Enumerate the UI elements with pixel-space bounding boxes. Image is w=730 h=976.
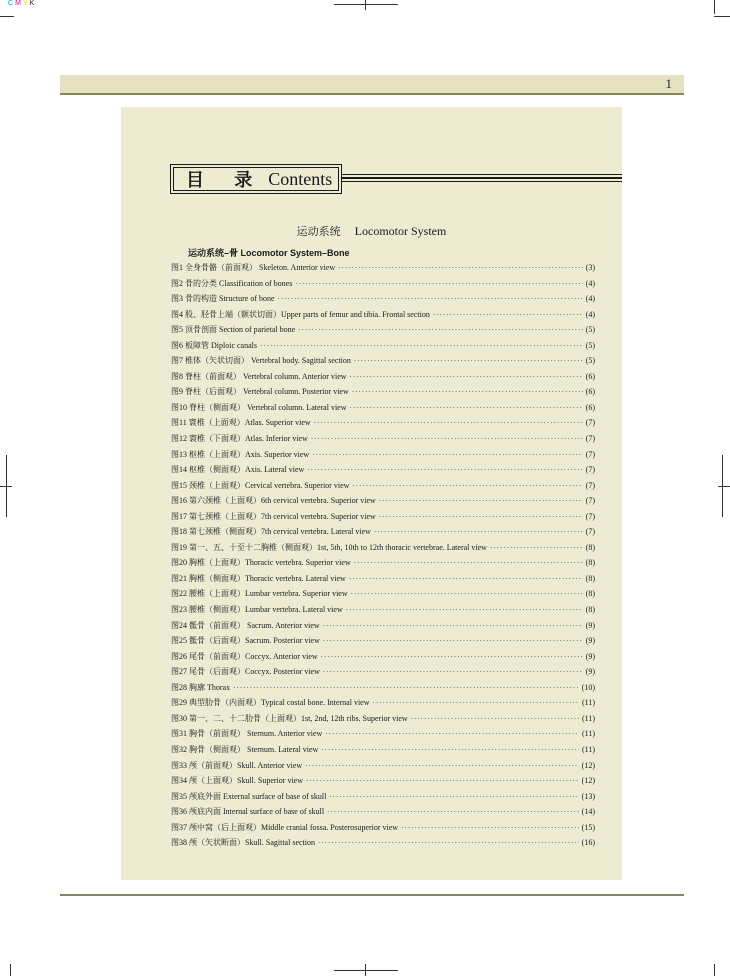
crop-mark-bottom-left [10,964,11,976]
toc-entry-label: 图11 寰椎（上面观）Atlas. Superior view [171,418,311,428]
toc-entry[interactable] [171,806,595,822]
toc-entry-label: 图27 尾骨（后面观）Coccyx. Posterior view [171,667,320,677]
toc-entry-label: 图23 腰椎（侧面观）Lumbar vertebra. Lateral view [171,605,343,615]
toc-entry-label: 图8 脊柱（前面观） Vertebral column. Anterior view [171,371,347,381]
toc-entry-label: 图4 股、胫骨上端（额状切面）Upper parts of femur and tibia. Frontal section [171,309,430,319]
cmyk-m: M [15,0,22,7]
toc-entry[interactable] [171,682,595,698]
toc-entry[interactable] [171,480,595,496]
toc-entry-page: (16) [581,838,595,848]
toc-leader-dots [318,839,579,847]
toc-entry-page: (8) [585,573,595,583]
toc-leader-dots [351,590,583,598]
toc-entry-page: (4) [585,309,595,319]
crop-mark-bottom-right [714,964,715,976]
toc-entry-label: 图33 颅（前面观）Skull. Anterior view [171,760,303,770]
toc-entry-label: 图34 颅（上面观）Skull. Superior view [171,776,303,786]
toc-entry[interactable] [171,278,595,294]
toc-leader-dots [298,326,582,334]
toc-entry-page: (13) [581,791,595,801]
toc-leader-dots [312,451,582,459]
toc-entry[interactable] [171,417,595,433]
toc-leader-dots [379,513,583,521]
crop-mark-top-left [0,16,14,17]
toc-entry[interactable] [171,293,595,309]
toc-entry-label: 图10 脊柱（侧面观） Vertebral column. Lateral view [171,402,347,412]
title-rule-middle [340,177,622,179]
toc-entry-page: (8) [585,589,595,599]
toc-leader-dots [323,637,583,645]
toc-entry-page: (3) [585,263,595,272]
toc-entry-label: 图2 骨的分类 Classification of bones [171,278,293,288]
toc-entry[interactable] [171,728,595,744]
toc-entry-page: (7) [585,511,595,521]
toc-entry-label: 图31 胸骨（前面观） Sternum. Anterior view [171,729,323,739]
toc-leader-dots [260,342,583,350]
toc-entry-page: (14) [581,807,595,817]
toc-entry-label: 图29 典型肋骨（内面观）Typical costal bone. Internal view [171,698,370,708]
toc-leader-dots [295,280,582,288]
toc-leader-dots [352,388,583,396]
toc-entry-label: 图12 寰椎（下面观）Atlas. Inferior view [171,434,308,444]
cmyk-y: Y [22,0,29,7]
toc-entry[interactable] [171,666,595,682]
toc-entry-page: (4) [585,294,595,304]
toc-entry-label: 图36 颅底内面 Internal surface of base of skull [171,807,325,817]
section-heading-zh: 运动系统 [296,225,341,238]
toc-entry-label: 图35 颅底外面 External surface of base of skull [171,791,327,801]
toc-entry-label: 图18 第七颈椎（侧面观）7th cervical vertebra. Lateral view [171,527,371,537]
toc-leader-dots [323,668,583,676]
toc-leader-dots [401,824,579,832]
toc-leader-dots [311,435,583,443]
toc-entry[interactable] [171,433,595,449]
toc-entry-label: 图38 颅（矢状断面）Skull. Sagittal section [171,838,315,848]
toc-entry-label: 图1 全身骨骼（前面观） Skeleton. Anterior view [171,263,336,272]
toc-leader-dots [374,528,583,536]
toc-leader-dots [305,762,579,770]
toc-entry[interactable] [171,713,595,729]
cmyk-c: C [8,0,15,7]
cmyk-registration-label [8,0,35,7]
toc-leader-dots [352,482,582,490]
subsection-heading: 运动系统–骨 Locomotor System–Bone [188,248,350,258]
toc-entry-page: (11) [581,698,595,708]
toc-entry-label: 图22 腰椎（上面观）Lumbar vertebra. Superior view [171,589,348,599]
toc-entry-label: 图3 骨的构造 Structure of bone [171,294,275,304]
toc-entry-label: 图24 骶骨（前面观） Sacrum. Anterior view [171,620,320,630]
crop-mark-top-right [714,16,730,17]
toc-entry-label: 图14 枢椎（侧面观）Axis. Lateral view [171,465,305,475]
toc-entry[interactable] [171,620,595,636]
toc-leader-dots [379,497,583,505]
toc-entry[interactable] [171,557,595,573]
toc-leader-dots [338,264,582,272]
toc-entry-label: 图7 椎体（矢状切面） Vertebral body. Sagittal section [171,356,351,366]
title-rule-top [340,174,622,175]
toc-leader-dots [354,357,583,365]
toc-entry-page: (7) [585,434,595,444]
toc-entry-page: (8) [585,605,595,615]
toc-entry-page: (5) [585,340,595,350]
toc-leader-dots [349,575,583,583]
toc-entry-page: (8) [585,558,595,568]
toc-entry-page: (5) [585,356,595,366]
toc-entry[interactable] [171,697,595,713]
toc-entry-label: 图9 脊柱（后面观） Vertebral column. Posterior view [171,387,349,397]
toc-entry-label: 图30 第一、二、十二肋骨（上面观）1st, 2nd, 12th ribs. Superior view [171,713,408,723]
toc-entry[interactable] [171,526,595,542]
toc-entry[interactable] [171,573,595,589]
toc-entry-label: 图37 颅中窝（后上面观）Middle cranial fossa. Posterosuperior view [171,822,399,832]
toc-leader-dots [278,295,583,303]
toc-leader-dots [350,404,583,412]
toc-entry[interactable] [171,635,595,651]
toc-leader-dots [321,746,579,754]
toc-entry-page: (12) [581,760,595,770]
toc-entry-page: (9) [585,667,595,677]
toc-entry-page: (7) [585,480,595,490]
toc-entry-label: 图15 颈椎（上面观）Cervical vertebra. Superior view [171,480,350,490]
crop-mark-top-right-v [714,0,715,14]
toc-leader-dots [411,715,579,723]
toc-leader-dots [433,311,583,319]
toc-entry-page: (7) [585,449,595,459]
toc-entry[interactable] [171,340,595,356]
toc-entry-page: (7) [585,496,595,506]
toc-entry-page: (7) [585,465,595,475]
contents-title-box [170,164,342,194]
toc-entry[interactable] [171,744,595,760]
toc-entry-label: 图16 第六颈椎（上面观）6th cervical vertebra. Superior view [171,496,376,506]
toc-entry-label: 图6 板障管 Diploic canals [171,340,257,350]
toc-entry[interactable] [171,449,595,465]
crop-mark-right-center-h [718,486,730,487]
toc-leader-dots [307,466,582,474]
toc-entry-page: (4) [585,278,595,288]
toc-entry-label: 图25 骶骨（后面观）Sacrum. Posterior view [171,636,320,646]
toc-entry[interactable] [171,324,595,340]
toc-leader-dots [306,777,579,785]
toc-entry-label: 图19 第一、五、十至十二胸椎（侧面观）1st, 5th, 10th to 12th thoracic vertebrae. Lateral view [171,542,487,552]
footer-rule [60,894,684,896]
toc-entry-page: (11) [581,744,595,754]
toc-entry-page: (11) [581,729,595,739]
toc-entry-page: (11) [581,713,595,723]
toc-leader-dots [350,373,583,381]
toc-entry[interactable] [171,791,595,807]
toc-leader-dots [346,606,583,614]
crop-mark-top-center-h [334,4,398,5]
toc-entry-page: (9) [585,651,595,661]
toc-entry[interactable] [171,604,595,620]
toc-entry-page: (7) [585,418,595,428]
toc-entry[interactable] [171,542,595,558]
toc-entry-page: (5) [585,325,595,335]
toc-entry[interactable] [171,464,595,480]
toc-entry[interactable] [171,386,595,402]
toc-list [171,262,595,853]
toc-entry-page: (9) [585,620,595,630]
toc-leader-dots [329,793,578,801]
toc-entry-page: (6) [585,387,595,397]
toc-entry[interactable] [171,495,595,511]
header-bar [60,75,684,95]
toc-entry-label: 图5 顶骨剖面 Section of parietal bone [171,325,296,335]
title-rule-bottom [340,181,622,182]
toc-entry[interactable] [171,309,595,325]
toc-entry-label: 图20 胸椎（上面观）Thoracic vertebra. Superior view [171,558,351,568]
crop-mark-top-center-v [365,0,366,10]
toc-entry-page: (15) [581,822,595,832]
toc-entry-page: (8) [585,542,595,552]
toc-entry[interactable] [171,355,595,371]
crop-mark-left-center-h [0,486,12,487]
toc-entry-page: (6) [585,402,595,412]
toc-entry[interactable] [171,402,595,418]
toc-leader-dots [314,419,583,427]
contents-title-zh: 目 录 [186,170,265,191]
toc-entry[interactable] [171,588,595,604]
toc-entry-page: (6) [585,371,595,381]
toc-entry-page: (9) [585,636,595,646]
section-heading [121,223,622,239]
toc-leader-dots [373,699,579,707]
toc-entry-label: 图13 枢椎（上面观）Axis. Superior view [171,449,310,459]
toc-leader-dots [321,653,583,661]
toc-entry[interactable] [171,837,595,853]
section-heading-en: Locomotor System [354,224,447,238]
toc-entry[interactable] [171,760,595,776]
toc-entry[interactable] [171,262,595,278]
page-number: 1 [665,76,672,91]
cmyk-k: K [29,0,36,7]
contents-title-en: Contents [268,168,333,189]
toc-entry[interactable] [171,511,595,527]
toc-entry-page: (7) [585,527,595,537]
toc-entry-label: 图32 胸骨（侧面观） Sternum. Lateral view [171,744,319,754]
toc-entry-label: 图28 胸廓 Thorax [171,682,231,692]
toc-entry-label: 图26 尾骨（前面观）Coccyx. Anterior view [171,651,318,661]
toc-entry[interactable] [171,371,595,387]
crop-mark-bottom-center-v [365,964,366,976]
toc-entry[interactable] [171,822,595,838]
toc-leader-dots [354,559,583,567]
toc-leader-dots [323,622,583,630]
toc-entry[interactable] [171,775,595,791]
toc-entry-label: 图21 胸椎（侧面观）Thoracic vertebra. Lateral view [171,573,346,583]
toc-leader-dots [233,684,579,692]
crop-mark-bottom-center-h [334,970,398,971]
toc-entry-page: (10) [581,682,595,692]
toc-entry[interactable] [171,651,595,667]
toc-entry-label: 图17 第七颈椎（上面观）7th cervical vertebra. Superior view [171,511,376,521]
toc-leader-dots [490,544,583,552]
toc-leader-dots [325,730,579,738]
toc-entry-page: (12) [581,776,595,786]
toc-leader-dots [327,808,579,816]
contents-title-inner [173,167,339,191]
